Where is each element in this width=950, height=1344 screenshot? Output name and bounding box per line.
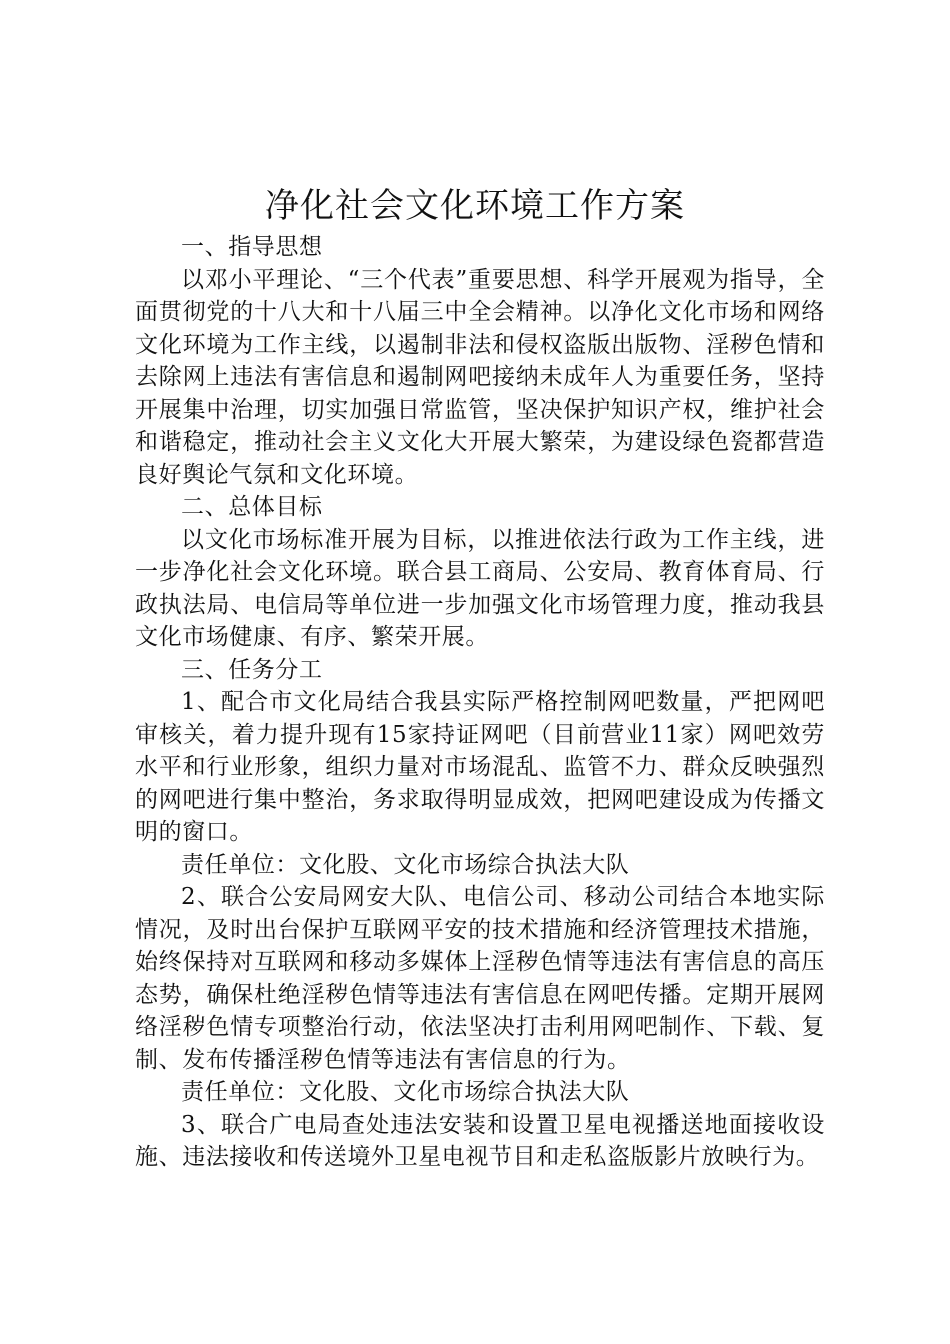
paragraph: 1、配合市文化局结合我县实际严格控制网吧数量，严把网吧审核关，着力提升现有15家持证网吧（目前营业11家）网吧效劳水平和行业形象，组织力量对市场混乱、监管不力、群众反映强烈的网吧进行集中整治，务求取得明显成效，把网吧建设成为传播文明的窗口。 [135,689,825,845]
section-heading: 一、指导思想 [181,234,323,260]
paragraph: 以邓小平理论、“三个代表”重要思想、科学开展观为指导，全面贯彻党的十八大和十八届三中全会精神。以净化文化市场和网络文化环境为工作主线，以遏制非法和侵权盗版出版物、淫秽色情和去除网上违法有害信息和遏制网吧接纳未成年人为重要任务，坚持开展集中治理，切实加强日常监管，坚决保护知识产权，维护社会和谐稳定，推动社会主义文化大开展大繁荣，为建设绿色瓷都营造良好舆论气氛和文化环境。 [135,266,825,488]
document-body [135,231,825,1174]
responsible-unit: 责任单位：文化股、文化市场综合执法大队 [181,1079,630,1105]
paragraph: 2、联合公安局网安大队、电信公司、移动公司结合本地实际情况，及时出台保护互联网平安的技术措施和经济管理技术措施，始终保持对互联网和移动多媒体上淫秽色情等违法有害信息的高压态势，确保杜绝淫秽色情等违法有害信息在网吧传播。定期开展网络淫秽色情专项整治行动，依法坚决打击利用网吧制作、下载、复制、发布传播淫秽色情等违法有害信息的行为。 [135,884,825,1073]
section-heading: 三、任务分工 [181,656,323,683]
responsible-unit: 责任单位：文化股、文化市场综合执法大队 [181,851,630,878]
paragraph: 以文化市场标准开展为目标，以推进依法行政为工作主线，进一步净化社会文化环境。联合县工商局、公安局、教育体育局、行政执法局、电信局等单位进一步加强文化市场管理力度，推动我县文化市场健康、有序、繁荣开展。 [135,526,825,650]
document-title: 净化社会文化环境工作方案 [265,186,685,226]
section-heading: 二、总体目标 [181,494,323,520]
paragraph: 3、联合广电局查处违法安装和设置卫星电视播送地面接收设施、违法接收和传送境外卫星电视节目和走私盗版影片放映行为。 [135,1111,825,1170]
